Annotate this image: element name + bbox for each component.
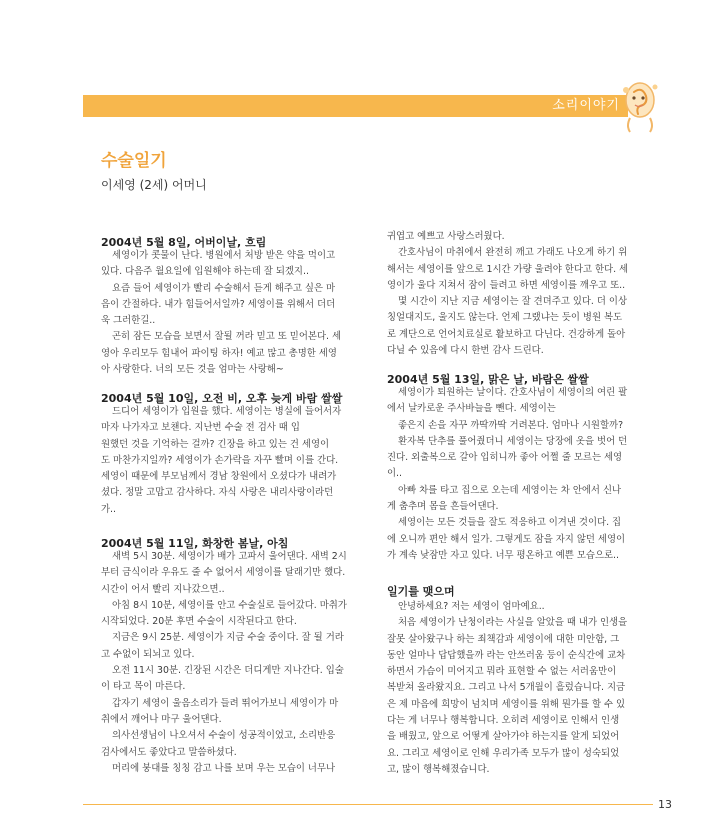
- text-line: 고 수없이 되뇌고 있다.: [101, 648, 195, 660]
- text-line: 환자복 단추를 풀어줬더니 세영이는 당장에 옷을 벗어 던: [398, 435, 628, 447]
- text-line: 게 춤추며 몸을 흔들어댄다.: [387, 501, 499, 513]
- text-line: 시간이 어서 빨리 지나갔으면..: [101, 583, 225, 595]
- ear-character-icon: [616, 78, 664, 134]
- section-header-bar: [83, 95, 628, 117]
- text-line: 간호사님이 마취에서 완전히 깨고 가래도 나오게 하기 위: [398, 247, 628, 259]
- text-line: 부터 금식이라 우유도 줄 수 없어서 세영이를 달래기만 했다.: [101, 567, 346, 579]
- text-line: 지금은 9시 25분. 세영이가 지금 수술 중이다. 잘 될 거라: [112, 632, 344, 644]
- text-line: 복받쳐 올라왔지요. 그리고 나서 5개월이 흘렀습니다. 지금: [387, 682, 626, 694]
- text-line: 귀엽고 예쁘고 사랑스러웠다.: [387, 231, 505, 242]
- text-line: 시작되었다. 20분 후면 수술이 시작된다고 한다.: [101, 616, 297, 628]
- text-line: 하면서 가슴이 미어지고 뭐라 표현할 수 없는 서러움만이: [387, 666, 617, 678]
- diary-heading-0508: 2004년 5월 8일, 어버이날, 흐림: [101, 236, 267, 249]
- text-line: 있다. 다음주 월요일에 입원해야 하는데 잘 되겠지..: [101, 266, 309, 278]
- text-line: 도 마찬가지일까? 세영이가 손가락을 자꾸 빨며 이를 간다.: [101, 454, 339, 466]
- text-line: 음이 간절하다. 내가 힘들어서일까? 세영이를 위해서 더더: [101, 298, 336, 310]
- text-line: 가..: [101, 503, 117, 515]
- article-title: 수술일기: [101, 151, 167, 171]
- text-line: 동안 얼마나 답답했을까 라는 안쓰러움 등이 순식간에 교차: [387, 649, 626, 661]
- text-line: 아 사랑한다. 너의 모든 것을 엄마는 사랑해~: [101, 364, 284, 376]
- text-line: 영아 우리모두 힘내어 파이팅 하자! 예교 많고 총명한 세영: [101, 347, 337, 359]
- text-line: 로 계단으로 언어치료실로 활보하고 다닌다. 건강하게 돌아: [387, 328, 626, 340]
- text-line: 검사에서도 좋았다고 말씀하셨다.: [101, 746, 237, 758]
- closing-entry: [387, 599, 649, 778]
- text-line: 다닐 수 있음에 다시 한번 감사 드린다.: [387, 345, 544, 357]
- article-author: 이세영 (2세) 어머니: [101, 178, 207, 192]
- text-line: 셨다. 정말 고맙고 감사하다. 자식 사랑은 내리사랑이라던: [101, 487, 334, 499]
- text-line: 요. 그리고 세영이로 인해 우리가족 모두가 많이 성숙되었: [387, 747, 620, 759]
- diary-heading-0510: 2004년 5월 10일, 오전 비, 오후 늦게 바람 쌀쌀: [101, 392, 343, 405]
- text-line: 세영이 때문에 부모님께서 경남 창원에서 오셨다가 내려가: [101, 471, 337, 483]
- text-line: 곤히 잠든 모습을 보면서 잘될 꺼라 믿고 또 믿어본다. 세: [112, 331, 342, 343]
- diary-entry-0511-continued: [387, 229, 649, 359]
- text-line: 의사선생님이 나오셔서 수술이 성공적이었고, 소리반응: [112, 730, 336, 742]
- text-line: 진다. 외출복으로 갈아 입히니까 좋아 어쩔 줄 모르는 세영: [387, 452, 623, 464]
- text-line: 세영이는 모든 것들을 잘도 적응하고 이겨낸 것이다. 집: [398, 517, 622, 529]
- text-line: 취에서 깨어나 마구 울어댄다.: [101, 713, 222, 725]
- text-line: 욱 그러한길..: [101, 315, 156, 327]
- text-line: 처음 세영이가 난청이라는 사실을 알았을 때 내가 인생을: [398, 617, 628, 629]
- footer-rule: [83, 804, 653, 805]
- text-line: 잘못 살아왔구나 하는 죄책감과 세영이에 대한 미안함, 그: [387, 633, 620, 645]
- text-line: 영이가 울다 지쳐서 잠이 들려고 하면 세영이를 깨우고 또..: [387, 279, 626, 291]
- text-line: 오전 11시 30분. 긴장된 시간은 더디게만 지나간다. 입술: [112, 665, 344, 677]
- text-line: 해서는 세영이를 앞으로 1시간 가량 울려야 한다고 한다. 세: [387, 263, 629, 275]
- page-number: 13: [658, 798, 672, 811]
- text-line: 안녕하세요? 저는 세영이 엄마예요..: [398, 601, 545, 612]
- text-line: 몇 시간이 지난 지금 세영이는 잘 견뎌주고 있다. 더 이상: [398, 296, 628, 308]
- text-line: 원했던 것을 기억하는 걸까? 긴장을 하고 있는 건 세영이: [101, 438, 330, 450]
- diary-entry-0511: [101, 549, 363, 777]
- text-line: 에서 날카로운 주사바늘을 뺀다. 세영이는: [387, 403, 556, 415]
- text-line: 마자 나가자고 보챈다. 지난번 수술 전 검사 때 입: [101, 422, 300, 434]
- text-line: 가 계속 낮잠만 자고 있다. 너무 평온하고 예쁜 모습으로..: [387, 549, 620, 561]
- text-line: 세영이가 퇴원하는 날이다. 간호사님이 세영이의 여린 팔: [398, 387, 628, 398]
- text-line: 요즘 들어 세영이가 빨리 수술해서 듣게 해주고 싶은 마: [112, 282, 336, 294]
- closing-heading: 일기를 맺으며: [387, 585, 455, 598]
- section-title: 소리이야기: [552, 98, 620, 113]
- text-line: 칭얼대지도, 울지도 않는다. 언제 그랬냐는 듯이 병원 복도: [387, 312, 623, 324]
- text-line: 에 오니까 편안 해서 일가. 그렇게도 잠을 자지 않던 세영이: [387, 533, 626, 545]
- text-line: 세영이가 콧물이 난다. 병원에서 처방 받은 약을 먹이고: [112, 250, 336, 261]
- text-line: 이 타고 목이 마른다.: [101, 681, 186, 693]
- text-line: 고, 많이 행복해졌습니다.: [387, 763, 490, 775]
- text-line: 좋은지 손을 자꾸 까딱까딱 거려본다. 엄마나 시원할까?: [398, 419, 624, 431]
- text-line: 갑자기 세영이 울음소리가 들려 뛰어가보니 세영이가 마: [112, 697, 339, 709]
- text-line: 다는 게 너무나 행복합니다. 오히려 세영이로 인해서 인생: [387, 715, 620, 727]
- text-line: 이..: [387, 468, 403, 480]
- text-line: 드디어 세영이가 입원을 했다. 세영이는 병실에 들어서자: [112, 406, 342, 417]
- diary-entry-0510: [101, 404, 363, 518]
- diary-entry-0513: [387, 385, 649, 564]
- text-line: 머리에 붕대를 칭칭 감고 나를 보며 우는 모습이 너무나: [112, 762, 336, 774]
- diary-heading-0513: 2004년 5월 13일, 맑은 날, 바람은 쌀쌀: [387, 373, 589, 386]
- text-line: 은 제 마음에 희망이 넘치며 세영이를 위해 뭔가를 할 수 있: [387, 698, 626, 710]
- diary-heading-0511: 2004년 5월 11일, 화창한 봄날, 아침: [101, 537, 289, 550]
- text-line: 을 배웠고, 앞으로 어떻게 살아가야 하는지를 알게 되었어: [387, 731, 620, 743]
- text-line: 아빠 차를 타고 집으로 오는데 세영이는 차 안에서 신나: [398, 484, 622, 496]
- diary-entry-0508: [101, 248, 363, 378]
- text-line: 아침 8시 10분, 세영이를 안고 수술실로 들어갔다. 마취가: [112, 599, 347, 611]
- text-line: 새벽 5시 30분. 세영이가 배가 고파서 울어댄다. 새벽 2시: [112, 551, 347, 562]
